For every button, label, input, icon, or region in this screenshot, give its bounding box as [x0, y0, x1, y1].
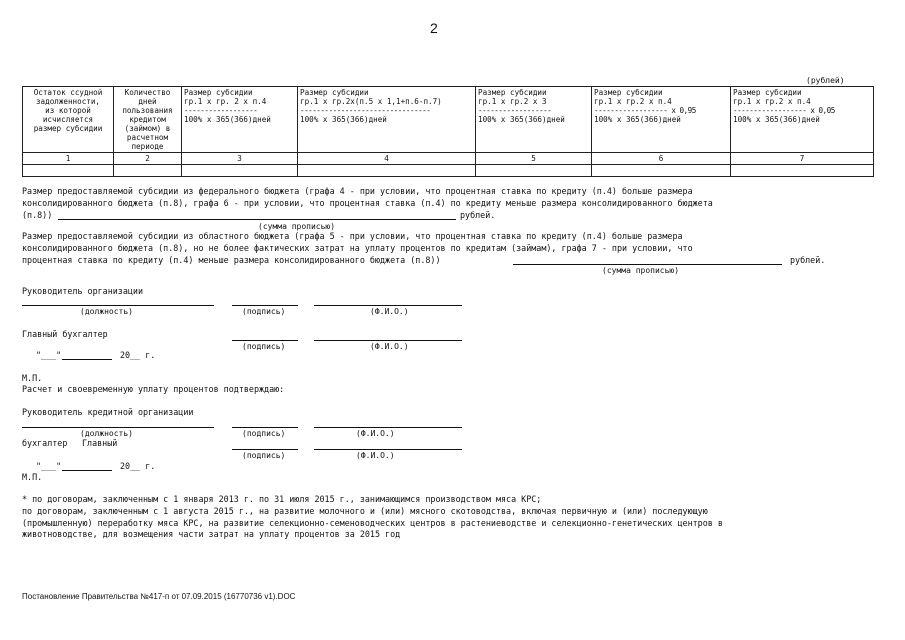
federal-para-line2: консолидированного бюджета (п.8), графа 6 - при условии, что процентная ставка (п.4) по кредиту меньше размера консолидированного бюджета: [22, 198, 713, 208]
bank-date-month-line[interactable]: [62, 470, 112, 471]
column-number: 6: [592, 153, 731, 165]
header-cell-3: Размер субсидии гр.1 x гр. 2 x п.4 ------------------ 100% x 365(366)дней: [182, 87, 298, 153]
federal-amount-line[interactable]: [58, 219, 456, 220]
org-accountant-name-line[interactable]: [314, 340, 462, 341]
org-date-year: 20__ г.: [120, 350, 156, 360]
column-number: 4: [298, 153, 476, 165]
header-cell-5: Размер субсидии гр.1 x гр.2 x 3 ------------------ 100% x 365(366)дней: [476, 87, 592, 153]
bank-position-line[interactable]: [22, 427, 214, 428]
bank-date-year: 20__ г.: [120, 461, 156, 471]
column-number: 7: [731, 153, 874, 165]
data-cell[interactable]: [592, 165, 731, 177]
regional-para-line1: Размер предоставляемой субсидии из областного бюджета (графа 5 - при условии, что процентная ставка по кредиту (п.4) больше размера: [22, 231, 683, 241]
federal-para-line1: Размер предоставляемой субсидии из федерального бюджета (графа 4 - при условии, что процентная ставка по кредиту (п.4) больше размера: [22, 186, 693, 196]
org-signature-caption: (подпись): [242, 307, 286, 316]
data-cell[interactable]: [731, 165, 874, 177]
org-accountant-signature-line[interactable]: [232, 340, 298, 341]
org-stamp: М.П.: [22, 373, 43, 383]
bank-accountant-name-caption: (Ф.И.О.): [356, 451, 395, 460]
bank-signature-caption: (подпись): [242, 429, 286, 438]
data-cell[interactable]: [182, 165, 298, 177]
footnote-line2: по договорам, заключенным с 1 августа 2015 г., на развитие молочного и (или) мясного скотоводства, включая первичную и (или) последующую: [22, 506, 708, 516]
bank-accountant-label-1: Главный: [82, 438, 118, 448]
bank-name-caption: (Ф.И.О.): [356, 429, 395, 438]
column-number: 3: [182, 153, 298, 165]
federal-rubles: рублей.: [460, 210, 496, 220]
regional-para-line2: консолидированного бюджета (п.8), но не более фактических затрат на уплату процентов по кредитам (займам), графа 7 - при условии, что: [22, 243, 693, 253]
header-cell-2: Количество дней пользования кредитом (займом) в расчетном периоде: [114, 87, 182, 153]
regional-amount-line[interactable]: [513, 264, 782, 265]
bank-stamp: М.П.: [22, 472, 43, 482]
org-accountant-name-caption: (Ф.И.О.): [370, 342, 409, 351]
bank-accountant-label-2: бухгалтер: [22, 438, 68, 448]
column-number-row: [23, 153, 874, 165]
org-position-caption: (должность): [80, 307, 133, 316]
bank-name-line[interactable]: [314, 427, 462, 428]
org-head-label: Руководитель организации: [22, 286, 144, 296]
footnote-line3: (промышленную) переработку мяса КРС, на развитие селекционно-семеноводческих центров в растениеводстве и селекционно-генетических центров в: [22, 518, 723, 528]
header-cell-4: Размер субсидии гр.1 x гр.2x(п.5 x 1,1+п.6-п.7) -------------------------------- 100% x 365(366)дней: [298, 87, 476, 153]
regional-sum-caption: (сумма прописью): [602, 266, 680, 275]
confirm-text: Расчет и своевременную уплату процентов подтверждаю:: [22, 384, 285, 394]
bank-position-caption: (должность): [80, 429, 133, 438]
bank-date-day[interactable]: "___": [36, 461, 62, 471]
units-note: (рублей): [806, 76, 845, 85]
org-signature-line[interactable]: [232, 305, 298, 306]
column-number: 5: [476, 153, 592, 165]
footnote-line4: животноводстве, для возмещения части затрат на уплату процентов за 2015 год: [22, 529, 401, 539]
column-number: 1: [23, 153, 114, 165]
federal-para-line3: (п.8)): [22, 210, 53, 220]
table-header-row: [23, 87, 874, 153]
header-cell-1: Остаток ссудной задолженности, из которой исчисляется размер субсидии: [23, 87, 114, 153]
footer-document-name: Постановление Правительства №417-п от 07.09.2015 (16770736 v1).DOC: [22, 592, 296, 601]
data-cell[interactable]: [476, 165, 592, 177]
org-accountant-signature-caption: (подпись): [242, 342, 286, 351]
footnote-line1: * по договорам, заключенным с 1 января 2013 г. по 31 июля 2015 г., занимающимся производством мяса КРС;: [22, 494, 542, 504]
page-number: 2: [430, 20, 438, 36]
bank-accountant-signature-caption: (подпись): [242, 451, 286, 460]
org-date-day[interactable]: "___": [36, 350, 62, 360]
subsidy-table: [22, 86, 874, 177]
data-cell[interactable]: [23, 165, 114, 177]
federal-sum-caption: (сумма прописью): [258, 222, 336, 231]
data-cell[interactable]: [114, 165, 182, 177]
data-cell[interactable]: [298, 165, 476, 177]
regional-rubles: рублей.: [790, 255, 826, 265]
org-name-line[interactable]: [314, 305, 462, 306]
org-name-caption: (Ф.И.О.): [370, 307, 409, 316]
org-accountant-label: Главный бухгалтер: [22, 329, 108, 339]
bank-signature-line[interactable]: [232, 427, 298, 428]
bank-head-label: Руководитель кредитной организации: [22, 407, 194, 417]
regional-para-line3: процентная ставка по кредиту (п.4) меньше размера консолидированного бюджета (п.8)): [22, 255, 441, 265]
org-date-month-line[interactable]: [62, 359, 112, 360]
bank-accountant-name-line[interactable]: [314, 449, 462, 450]
header-cell-6: Размер субсидии гр.1 x гр.2 x п.4 ------------------ x 0,95 100% x 365(366)дней: [592, 87, 731, 153]
bank-accountant-signature-line[interactable]: [232, 449, 298, 450]
org-position-line[interactable]: [22, 305, 214, 306]
column-number: 2: [114, 153, 182, 165]
header-cell-7: Размер субсидии гр.1 x гр.2 x п.4 ------------------ x 0,05 100% x 365(366)дней: [731, 87, 874, 153]
table-data-row: [23, 165, 874, 177]
